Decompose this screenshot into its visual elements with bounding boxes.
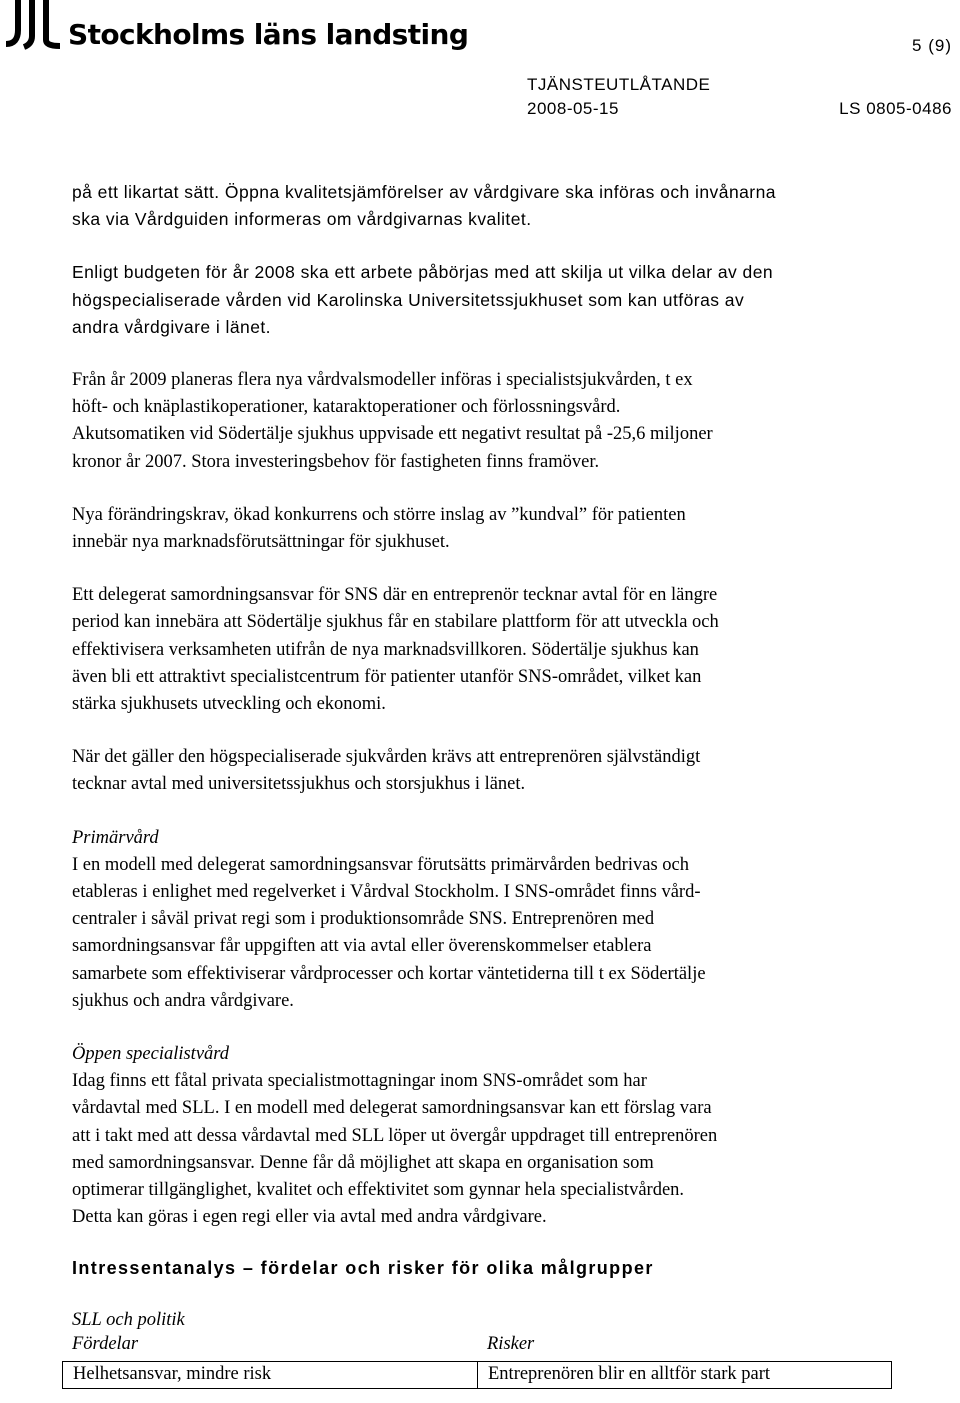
text-line: höft- och knäplastikoperationer, kataraktoperationer och förlossningsvård. [72, 397, 621, 418]
text-line: optimerar tillgänglighet, kvalitet och effektivitet som gynnar hela specialistvården. [72, 1180, 685, 1201]
paragraph [72, 582, 912, 718]
paragraph [72, 259, 912, 341]
col-header-advantages: Fördelar [72, 1333, 139, 1354]
stakeholder-column-headers [72, 1334, 912, 1361]
text-line: stärka sjukhusets utveckling och ekonomi. [72, 694, 386, 715]
text-line: samarbete som effektiviserar vårdprocesser och kortar väntetiderna till t ex Södertälje [72, 963, 706, 984]
text-line: effektivisera verksamheten utifrån de nya marknadsvillkoren. Södertälje sjukhus kan [72, 639, 699, 660]
text-line: även bli ett attraktivt specialistcentrum för patienter utanför SNS-området, vilket kan [72, 666, 702, 687]
paragraph [72, 502, 912, 556]
text-line: centraler i såväl privat regi som i produktionsområde SNS. Entreprenören med [72, 909, 655, 930]
paragraph [72, 744, 912, 798]
text-line: ska via Vårdguiden informeras om vårdgivarnas kvalitet. [72, 209, 532, 230]
col-header-risks: Risker [487, 1333, 535, 1354]
table-cell-advantage: Helhetsansvar, mindre risk [63, 1361, 478, 1388]
text-line: Ett delegerat samordningsansvar för SNS där en entreprenör tecknar avtal för en längre [72, 585, 718, 606]
document-body [72, 179, 912, 1389]
text-line: Idag finns ett fåtal privata specialistmottagningar inom SNS-området som har [72, 1071, 647, 1092]
sll-logo-icon [6, 0, 62, 50]
text-line: samordningsansvar får uppgiften att via avtal eller överenskommelser etablera [72, 936, 652, 957]
document-type: TJÄNSTEUTLÅTANDE [527, 75, 711, 94]
text-line: andra vårdgivare i länet. [72, 316, 271, 337]
paragraph [72, 1041, 912, 1231]
page-header [0, 0, 960, 130]
text-line: Enligt budgeten för år 2008 ska ett arbete påbörjas med att skilja ut vilka delar av den [72, 262, 774, 283]
text-line: högspecialiserade vården vid Karolinska Universitetssjukhuset som kan utföras av [72, 289, 745, 310]
page-number: 5 (9) [912, 36, 952, 55]
org-name: Stockholms läns landsting [68, 18, 469, 51]
paragraph [72, 367, 912, 476]
paragraph [72, 825, 912, 1015]
text-line: tecknar avtal med universitetssjukhus och storsjukhus i länet. [72, 774, 526, 795]
text-line: med samordningsansvar. Denne får då möjlighet att skapa en organisation som [72, 1152, 654, 1173]
document-date: 2008-05-15 [527, 99, 619, 118]
text-line: I en modell med delegerat samordningsansvar förutsätts primärvården bedrivas och [72, 854, 689, 875]
stakeholder-table [62, 1361, 892, 1389]
text-line: etableras i enlighet med regelverket i Vårdval Stockholm. I SNS-området finns vård- [72, 882, 701, 903]
text-line: kronor år 2007. Stora investeringsbehov för fastigheten finns framöver. [72, 451, 600, 472]
text-line: Akutsomatiken vid Södertälje sjukhus uppvisade ett negativt resultat på -25,6 miljoner [72, 424, 713, 445]
paragraph-heading: Öppen specialistvård [72, 1044, 230, 1065]
text-line: period kan innebära att Södertälje sjukhus får en stabilare plattform för att utveckla och [72, 612, 719, 633]
paragraph [72, 179, 912, 233]
text-line: vårdavtal med SLL. I en modell med delegerat samordningsansvar kan ett förslag vara [72, 1098, 712, 1119]
section-heading: Intressentanalys – fördelar och risker för olika målgrupper [72, 1257, 654, 1278]
text-line: Från år 2009 planeras flera nya vårdvalsmodeller införas i specialistsjukvården, t ex [72, 370, 693, 391]
text-line: innebär nya marknadsförutsättningar för sjukhuset. [72, 532, 450, 553]
table-row [63, 1361, 892, 1388]
table-cell-risk: Entreprenören blir en alltför stark part [478, 1361, 892, 1388]
paragraph-heading: Primärvård [72, 827, 159, 848]
text-line: Nya förändringskrav, ökad konkurrens och större inslag av ”kundval” för patienten [72, 504, 686, 525]
text-line: När det gäller den högspecialiserade sjukvården krävs att entreprenören självständigt [72, 747, 701, 768]
paragraph-list [72, 179, 912, 1232]
text-line: sjukhus och andra vårdgivare. [72, 990, 294, 1011]
stakeholder-title: SLL och politik [72, 1309, 185, 1330]
text-line: på ett likartat sätt. Öppna kvalitetsjämförelser av vårdgivare ska införas och invånarna [72, 182, 776, 202]
text-line: att i takt med att dessa vårdavtal med SLL löper ut övergår uppdraget till entreprenören [72, 1125, 718, 1146]
document-reference: LS 0805-0486 [839, 99, 952, 118]
text-line: Detta kan göras i egen regi eller via avtal med andra vårdgivare. [72, 1207, 547, 1228]
